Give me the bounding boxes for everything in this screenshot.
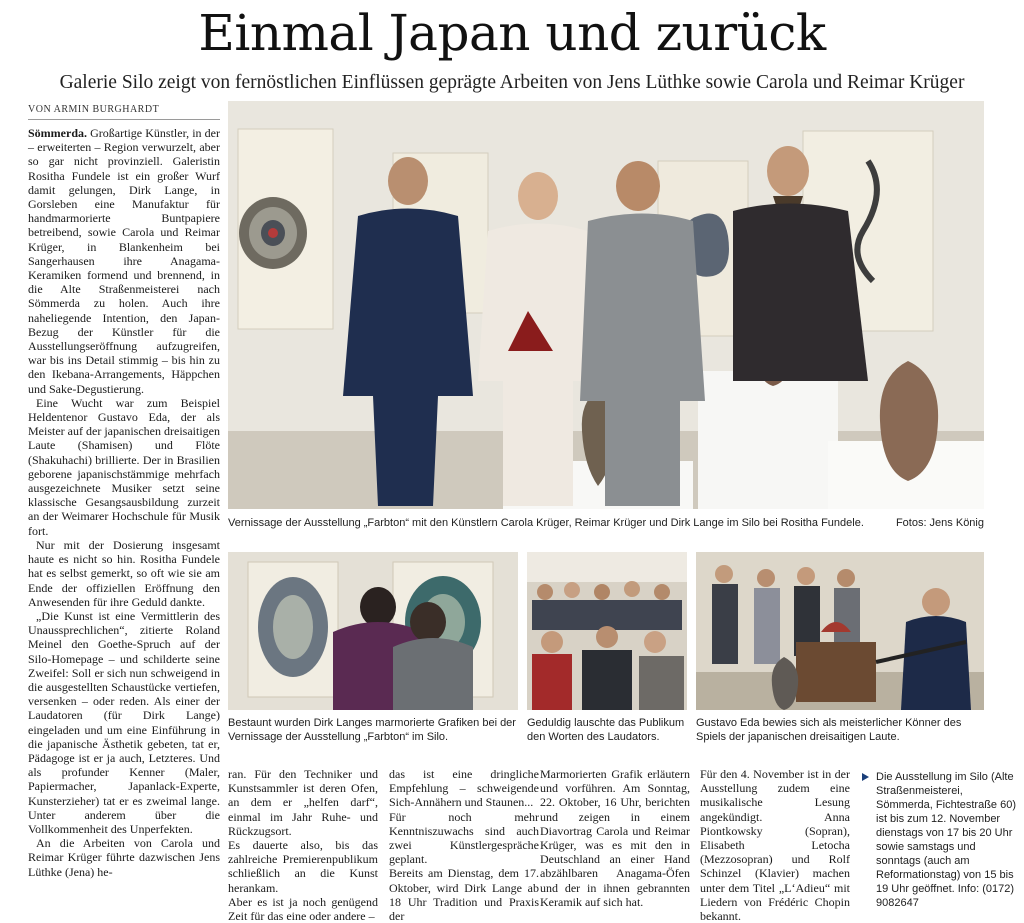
main-photo-caption: Vernissage der Ausstellung „Farbton“ mit den Künstlern Carola Krüger, Reimar Krüger und Dirk Lange im Silo bei Rositha Fundele. bbox=[228, 517, 864, 529]
column-5-text: Für den 4. November ist in der Ausstellung zudem eine musikalische Lesung angekündigt. Anna Piontkowsky (Sopran), Elisabeth Letocha (Mezzosopran) und Rolf Schinzel (Klavier) machen unter dem Titel „L‘Adieu“ mit Liedern von Frédéric Chopin bekannt. bbox=[700, 767, 850, 923]
article-headline: Einmal Japan und zurück bbox=[198, 4, 826, 62]
article-column-3 bbox=[389, 767, 539, 923]
info-marker-icon bbox=[862, 773, 869, 781]
column-4-text: Marmorierten Grafik erläutern und vorführen. Am Sonntag, 22. Oktober, 16 Uhr, berichten und zeigen in einem Diavortrag Carola und Reimar Krüger, was es mit den in Deutschland an einer Hand abzählbaren Anagama-Öfen und der in ihnen gebrannten Keramik auf sich hat. bbox=[540, 767, 690, 909]
article-column-2 bbox=[228, 767, 378, 923]
article-subheadline: Galerie Silo zeigt von fernöstlichen Einflüssen geprägte Arbeiten von Jens Lüthke sowie Carola und Reimar Krüger bbox=[59, 72, 965, 93]
byline: VON ARMIN BURGHARDT bbox=[28, 104, 160, 115]
photo-musician bbox=[696, 552, 984, 710]
lead-paragraph: Großartige Künstler, in der – erweiterten – Region verwurzelt, aber so gar nicht provinziell. Galeristin Rositha Fundele ist ein großer Wurf damit gelungen, Dirk Lange, in Gorsleben eine Manufaktur für handmarmorierte Buntpapiere betreibend, sowie Carola und Reimar Krüger, in Blankenheim bei Sangerhausen ihre Anagama-Keramiken formend und brennend, in die Alte Straßenmeisterei nach Sömmerda zu holen. Auch ihre naheliegende Intention, den Japan-Bezug der Künstler für die Ausstellungseröffnung aufzugreifen, war bis ins Detail stimmig – bis hin zu den Ikebana-Arrangements, Häppchen und Sake-Degustierung. bbox=[28, 126, 221, 396]
byline-rule bbox=[28, 119, 220, 120]
article-column-4 bbox=[540, 767, 690, 909]
column-2-text: ran. Für den Techniker und Kunstsammler ist deren Ofen, an dem er „helfen darf“, einmal im Jahr Ruhe- und Rückzugsort. Es dauerte also, bis das zahlreiche Premierenpublikum schließlich an die Kunst herankam. Aber es ist ja noch genügend Zeit für das eine oder andere – bbox=[228, 767, 378, 923]
photo-prints-caption: Bestaunt wurden Dirk Langes marmorierte Grafiken bei der Vernissage der Ausstellung „Farbton“ im Silo. bbox=[228, 717, 516, 743]
paragraph-3: Nur mit der Dosierung insgesamt haute es nicht so hin. Rositha Fundele hat es selbst gemerkt, so oft wie sie am Ende der offiziellen Eröffnung den Anwesenden für ihre Geduld dankte. bbox=[28, 537, 220, 609]
column-3-text: das ist eine dringliche Empfehlung – schweigende Sich-Annähern und Staunen... Für noch mehr Kenntniszuwachs sind auch zwei Künstlergespräche geplant. Bereits am Dienstag, dem 17. Oktober, wird Dirk Lange ab 18 Uhr Tradition und Praxis der bbox=[389, 767, 539, 923]
photo-prints-viewers bbox=[228, 552, 518, 710]
photo-musician-caption: Gustavo Eda bewies sich als meisterlicher Könner des Spiels der japanischen dreisaitigen Laute. bbox=[696, 717, 962, 743]
photo-audience-caption: Geduldig lauschte das Publikum den Worten des Laudators. bbox=[527, 717, 685, 743]
photo-audience bbox=[527, 552, 687, 710]
exhibition-info-text: Die Ausstellung im Silo (Alte Straßenmeisterei, Sömmerda, Fichtestraße 60) ist bis zum 12. November dienstags von 17 bis 20 Uhr sowie samstags und sonntags (auch am Reformationstag) von 15 bis 19 Uhr geöffnet. Info: (0172) 9082647 bbox=[876, 771, 1016, 909]
main-photo bbox=[228, 101, 984, 509]
paragraph-5: An die Arbeiten von Carola und Reimar Krüger führte dazwischen Jens Lüthke (Jena) he- bbox=[28, 836, 220, 879]
dateline: Sömmerda. bbox=[28, 126, 87, 140]
photo-credit: Fotos: Jens König bbox=[895, 517, 984, 529]
article-column-5 bbox=[700, 767, 850, 923]
paragraph-4: „Die Kunst ist eine Vermittlerin des Unaussprechlichen“, zitierte Roland Meinel den Goethe-Spruch auf der Silo-Homepage – und schilderte seine Zweifel: Soll er sich nun schweigend in die ausgestellten Schaustücke vertiefen, versenken – oder reden. Als einer der Laudatoren (für Dirk Lange) eingeladen und um eine Einführung in die japanische Ästhetik gebeten, tat er, Pädagoge ist er ja auch, Letzteres. Und als profunder Kenner (Maler, Papiermacher, Japanlack-Experte, Kunsterzieher) tat er es zweimal lange. Unter anderem über die Vollkommenheit des Unperfekten. bbox=[28, 608, 220, 836]
article-column-1 bbox=[28, 126, 220, 896]
exhibition-info-box bbox=[862, 770, 1022, 910]
paragraph-2: Eine Wucht war zum Beispiel Heldentenor Gustavo Eda, der als Meister auf der japanischen dreisaitigen Laute (Shamisen) und Flöte (Shakuhachi) brillierte. Der in Brasilien geborene japanischstämmige mehrfach ausgezeichnete Musiker setzt seine klassische Gesangsausbildung zurzeit an der Weimarer Hochschule für Musik fort. bbox=[28, 395, 220, 538]
